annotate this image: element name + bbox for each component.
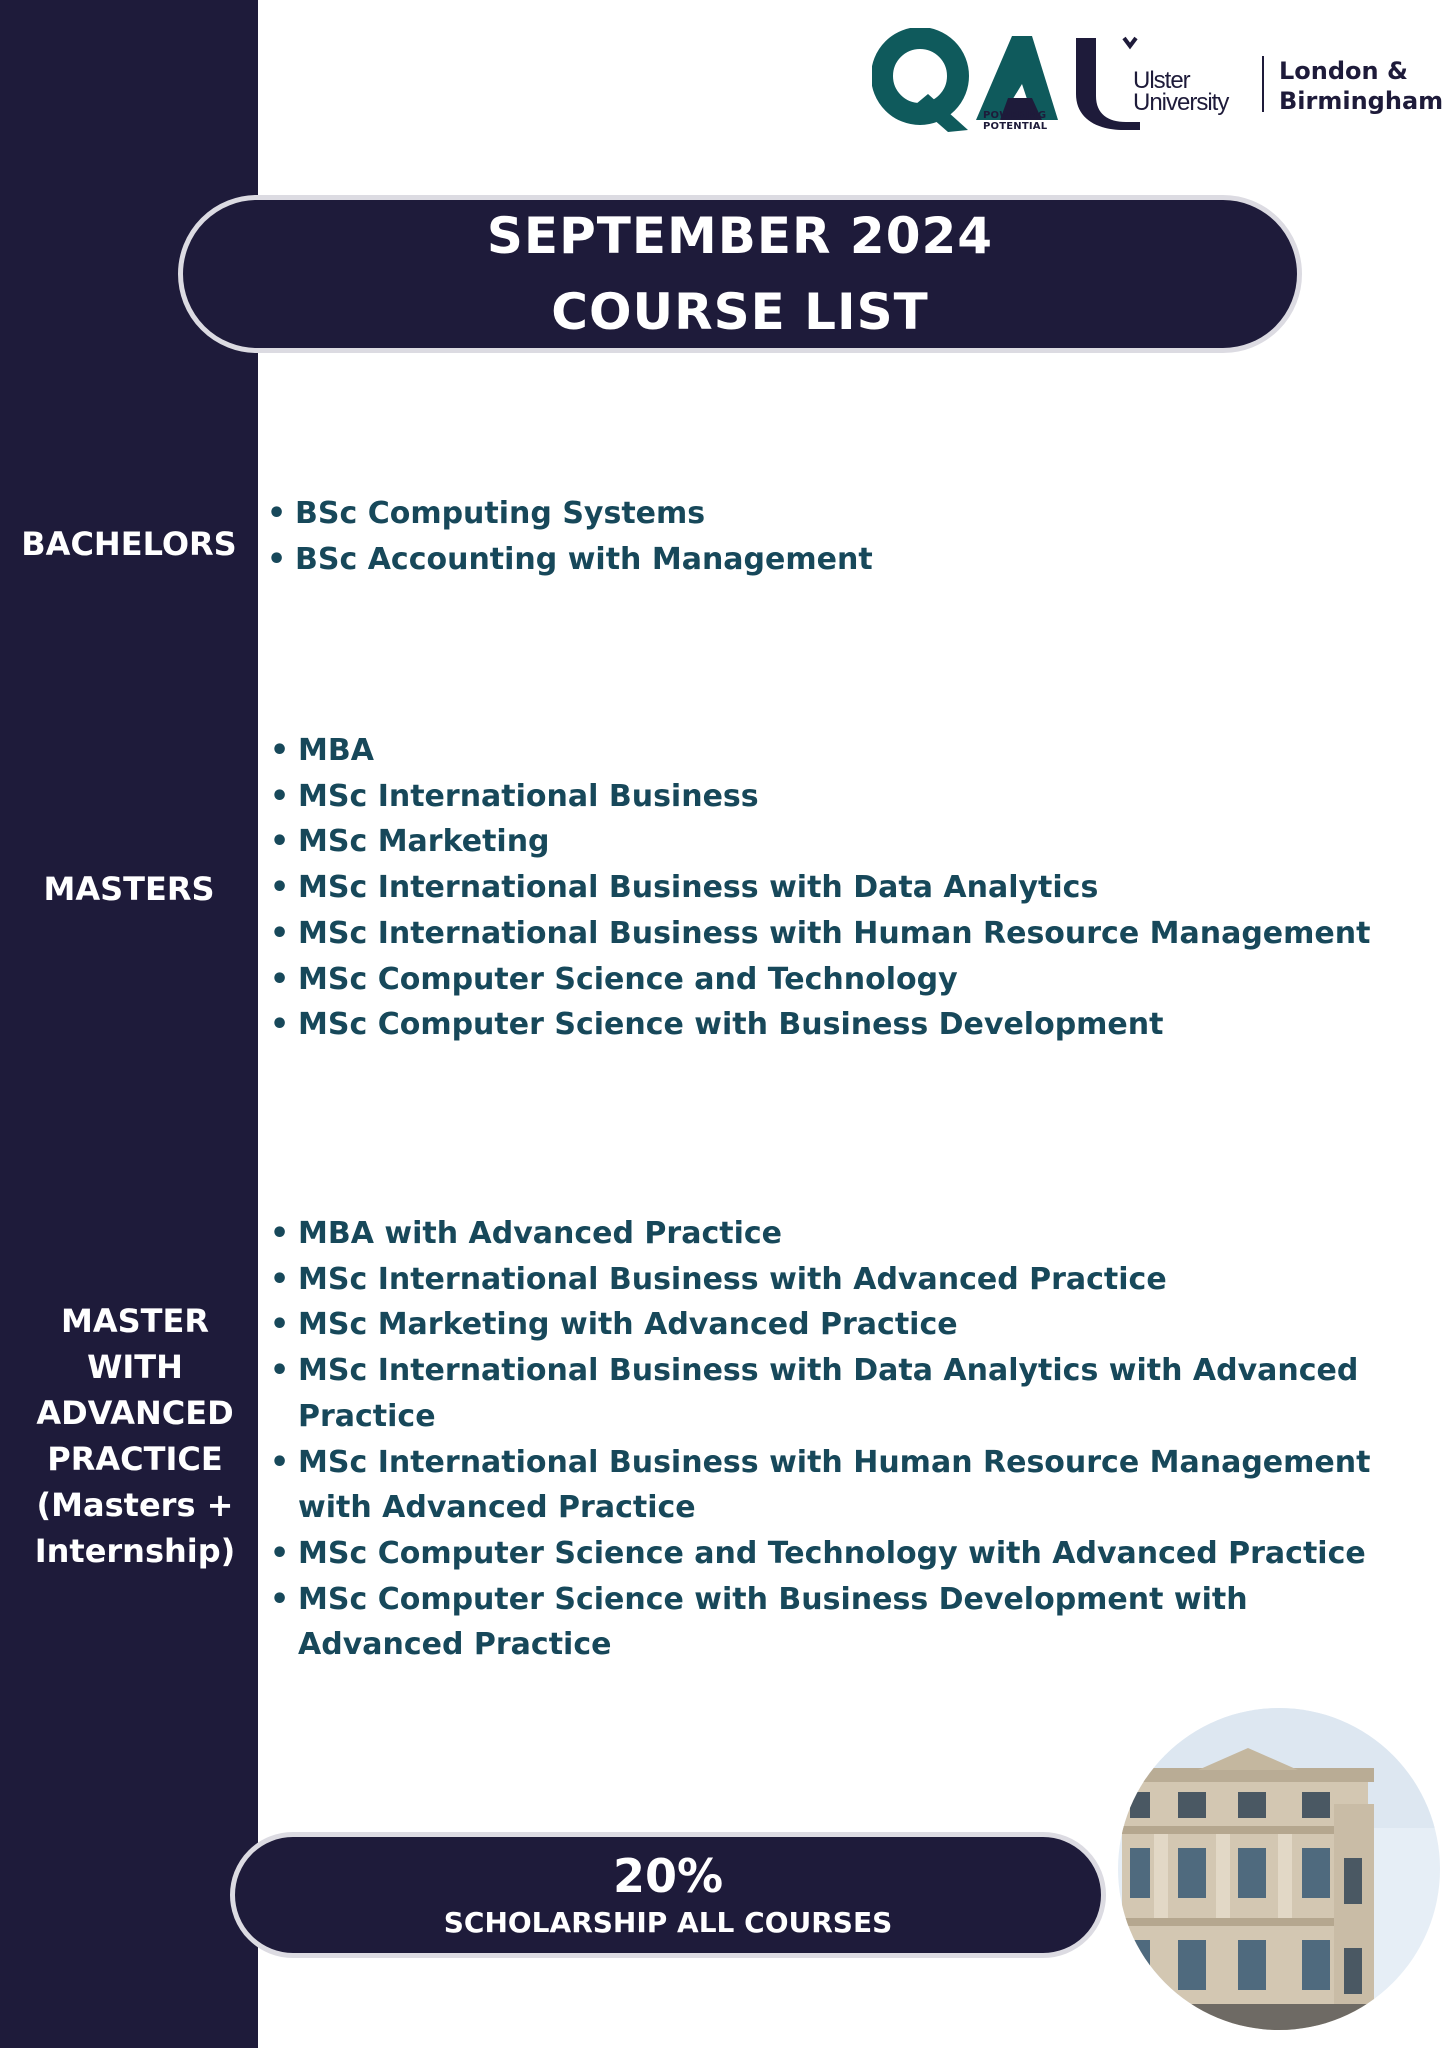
ulster-university-name <box>1133 67 1229 116</box>
list-item: • MBA <box>268 728 1438 774</box>
title-line1: SEPTEMBER 2024 <box>486 207 994 265</box>
heading-line: (Masters + <box>36 1486 234 1524</box>
heading-line: Internship) <box>34 1532 236 1570</box>
ulster-line1: Ulster <box>1133 67 1190 94</box>
ulster-line2: University <box>1133 89 1229 116</box>
heading-line: MASTER <box>61 1302 209 1340</box>
campus-line2: Birmingham <box>1279 87 1444 115</box>
list-item: • MSc International Business <box>268 774 1438 820</box>
list-item: • BSc Computing Systems <box>265 491 1425 537</box>
heading-line: ADVANCED <box>36 1394 234 1432</box>
list-item: • MSc Computer Science with Business Development <box>268 1002 1438 1048</box>
list-item: • MSc International Business with Human Resource Management <box>268 911 1438 957</box>
list-item: • MBA with Advanced Practice <box>268 1211 1418 1257</box>
course-list-bachelors <box>265 491 1425 582</box>
heading-line: PRACTICE <box>47 1440 223 1478</box>
list-item: • MSc International Business with Data Analytics with Advanced Practice <box>268 1348 1418 1439</box>
scholarship-banner <box>230 1832 1106 1958</box>
list-item: • MSc Marketing with Advanced Practice <box>268 1302 1418 1348</box>
list-item: • MSc Computer Science and Technology with Advanced Practice <box>268 1531 1418 1577</box>
heading-line: WITH <box>87 1348 183 1386</box>
title-line2: COURSE LIST <box>551 283 929 341</box>
title-banner <box>178 195 1302 353</box>
list-item: • MSc International Business with Advanced Practice <box>268 1257 1418 1303</box>
campus-line1: London & <box>1279 57 1408 85</box>
list-item: • MSc Computer Science with Business Development with Advanced Practice <box>268 1577 1418 1668</box>
section-heading-bachelors: BACHELORS <box>21 525 237 563</box>
course-list-masters <box>268 728 1438 1048</box>
university-building-photo <box>1118 1708 1440 2030</box>
section-heading-masters: MASTERS <box>43 870 215 908</box>
scholarship-text: SCHOLARSHIP ALL COURSES <box>443 1906 893 1939</box>
list-item: • MSc Marketing <box>268 819 1438 865</box>
list-item: • MSc International Business with Data Analytics <box>268 865 1438 911</box>
scholarship-percent: 20% <box>612 1849 724 1903</box>
qa-tagline-line2: POTENTIAL <box>983 121 1048 132</box>
qa-tagline <box>983 110 1047 132</box>
campus-locations <box>1279 56 1443 116</box>
qa-tagline-line1: POWERING <box>983 110 1047 121</box>
list-item: • BSc Accounting with Management <box>265 537 1425 583</box>
list-item: • MSc Computer Science and Technology <box>268 957 1438 1003</box>
section-heading-advanced-practice <box>20 1298 250 1574</box>
logo-divider <box>1262 56 1264 112</box>
course-list-advanced-practice <box>268 1211 1418 1668</box>
list-item: • MSc International Business with Human Resource Management with Advanced Practice <box>268 1440 1418 1531</box>
